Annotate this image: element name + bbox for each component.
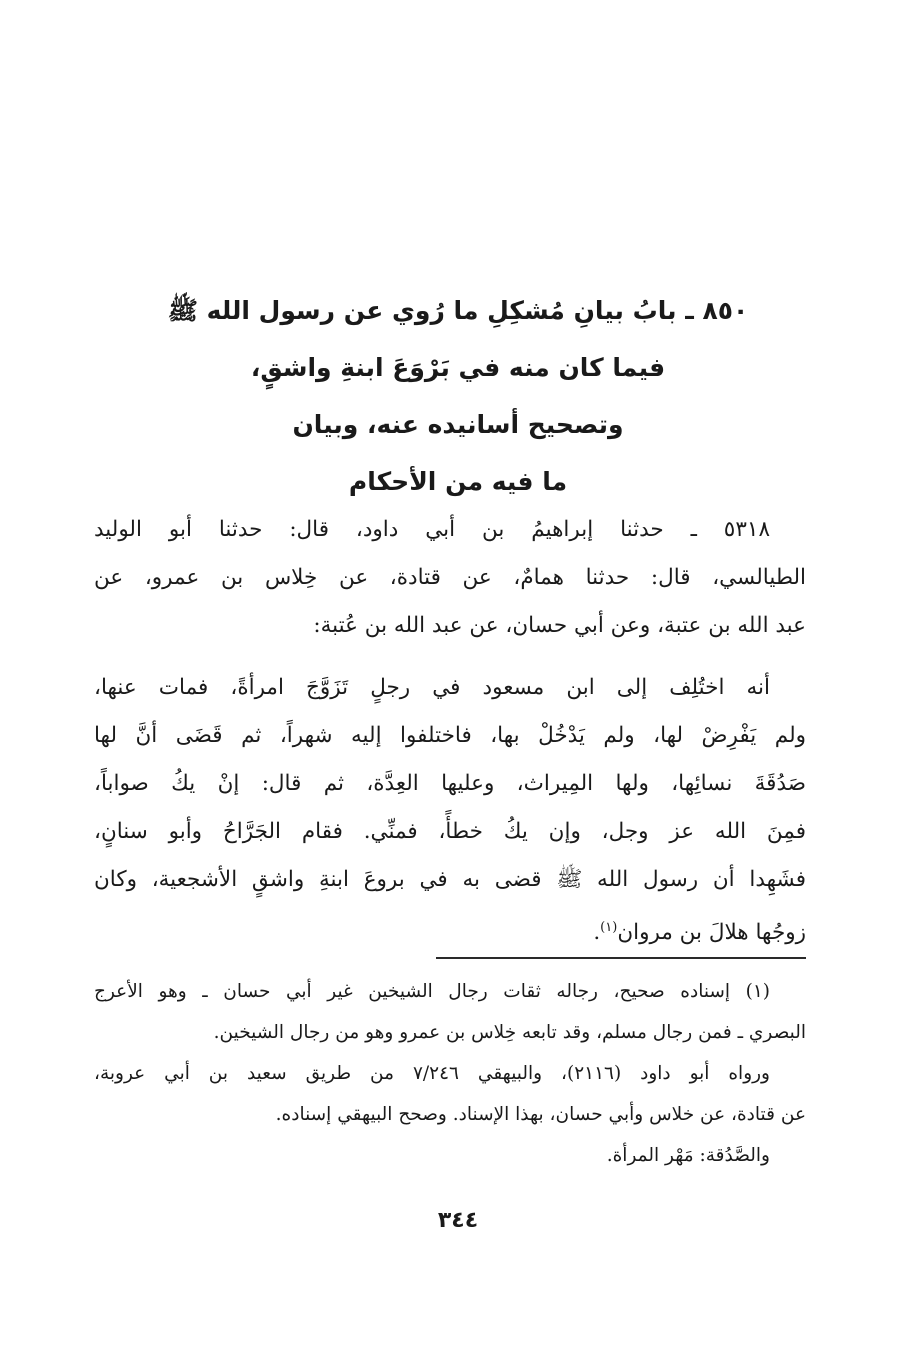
hadith-matn-line: ولم يَفْرِضْ لها، ولم يَدْخُلْ بها، فاختلفوا إليه شهراً، ثم قَضَى أنَّ لها bbox=[94, 723, 806, 748]
end-punctuation: . bbox=[593, 920, 601, 946]
footnote-line: ورواه أبو داود (٢١١٦)، والبيهقي ٧/٢٤٦ من طريق سعيد بن أبي عروبة، bbox=[94, 1063, 770, 1084]
footnote-line: عن قتادة، عن خلاس وأبي حسان، بهذا الإسناد. وصحح البيهقي إسناده. bbox=[275, 1104, 806, 1125]
hadith-isnad-line: ٥٣١٨ ـ حدثنا إبراهيمُ بن أبي داود، قال: حدثنا أبو الوليد bbox=[94, 517, 770, 542]
footnote-marker: (١) bbox=[600, 920, 618, 935]
hadith-matn-last-line bbox=[94, 904, 806, 952]
hadith-isnad-line: الطيالسي، قال: حدثنا همامٌ، عن قتادة، عن خِلاس بن عمرو، عن bbox=[94, 565, 806, 590]
chapter-heading-line: فيما كان منه في بَرْوَعَ ابنةِ واشقٍ، bbox=[250, 353, 666, 382]
hadith-matn-line: فشَهِدا أن رسول الله ﷺ قضى به في بروعَ ابنةِ واشقٍ الأشجعية، وكان bbox=[94, 867, 806, 892]
footnote-line: (١) إسناده صحيح، رجاله ثقات رجال الشيخين غير أبي حسان ـ وهو الأعرج bbox=[94, 981, 770, 1002]
hadith-isnad bbox=[94, 506, 806, 650]
hadith-matn-line: صَدُقَةَ نسائِها، ولها المِيراث، وعليها العِدَّة، ثم قال: إنْ يكُ صواباً، bbox=[94, 771, 806, 796]
hadith-matn bbox=[94, 664, 806, 952]
footnotes bbox=[94, 971, 806, 1176]
page-number: ٣٤٤ bbox=[437, 1208, 479, 1233]
hadith-isnad-line: عبد الله بن عتبة، وعن أبي حسان، عن عبد الله بن عُتبة: bbox=[313, 613, 806, 638]
footnote-line: البصري ـ فمن رجال مسلم، وقد تابعه خِلاس بن عمرو وهو من رجال الشيخين. bbox=[213, 1022, 806, 1043]
footnote-separator bbox=[436, 957, 806, 959]
chapter-heading-line: ما فيه من الأحكام bbox=[348, 467, 568, 496]
hadith-matn-line: أنه اختُلِف إلى ابن مسعود في رجلٍ تَزَوَّجَ امرأةً، فمات عنها، bbox=[94, 675, 770, 700]
chapter-heading bbox=[150, 282, 766, 510]
chapter-heading-line: وتصحيح أسانيده عنه، وبيان bbox=[292, 410, 624, 439]
chapter-heading-line: ٨٥٠ ـ بابُ بيانِ مُشكِلِ ما رُوي عن رسول الله ﷺ bbox=[167, 296, 749, 325]
hadith-matn-line: فمِنَ الله عز وجل، وإن يكُ خطأً، فمنِّي. فقام الجَرَّاحُ وأبو سنانٍ، bbox=[94, 819, 806, 844]
footnote-line: والصَّدُقة: مَهْر المرأة. bbox=[606, 1145, 770, 1166]
hadith-matn-text: زوجُها هلالَ بن مروان bbox=[617, 920, 806, 946]
